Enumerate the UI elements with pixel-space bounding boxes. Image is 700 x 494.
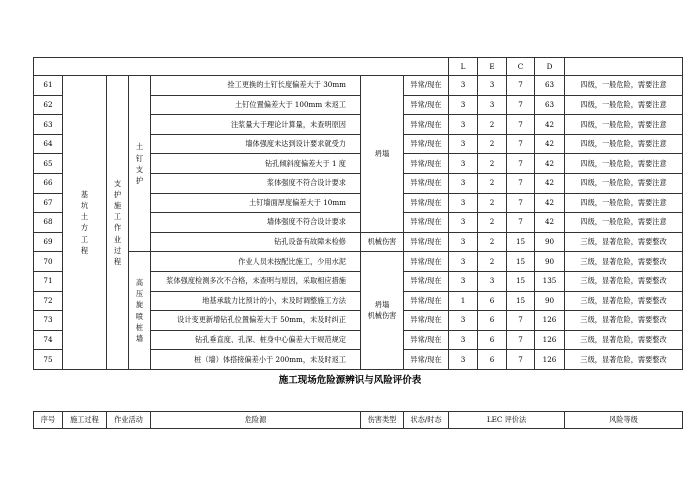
l-value: 3 [449, 311, 478, 331]
e-value: 6 [478, 350, 507, 370]
c-value: 15 [507, 232, 535, 252]
e-value: 6 [478, 311, 507, 331]
c-value: 7 [507, 134, 535, 154]
header-lec: LEC 评价法 [449, 412, 565, 429]
activity-cell-text: 支护施工作业过程 [113, 178, 122, 266]
state-cell: 异常/现在 [404, 291, 449, 311]
row-no: 73 [34, 311, 63, 331]
table-row [34, 76, 683, 96]
e-value: 2 [478, 232, 507, 252]
risk-level: 四级，一般危险，需要注意 [565, 193, 683, 213]
header-process: 施工过程 [63, 412, 107, 429]
l-value: 3 [449, 252, 478, 272]
d-value: 42 [535, 154, 565, 174]
d-value: 42 [535, 134, 565, 154]
c-value: 15 [507, 271, 535, 291]
row-no: 74 [34, 330, 63, 350]
state-cell: 异常/现在 [404, 76, 449, 96]
d-value: 126 [535, 350, 565, 370]
risk-level: 三级，显著危险，需要整改 [565, 271, 683, 291]
l-value: 3 [449, 193, 478, 213]
hazard-cell: 桩（墙）体搭接偏差小于 200mm，未及时返工 [151, 350, 361, 370]
c-value: 7 [507, 95, 535, 115]
e-value: 2 [478, 252, 507, 272]
risk-level: 四级，一般危险，需要注意 [565, 95, 683, 115]
state-cell: 异常/现在 [404, 232, 449, 252]
sub-method-cell [129, 76, 151, 252]
hazard-cell: 浆体强度检测多次不合格，未查明与原因，采取相应措施 [151, 271, 361, 291]
hazard-table-body [34, 58, 683, 370]
row-no: 69 [34, 232, 63, 252]
state-cell: 异常/现在 [404, 134, 449, 154]
lec-header-row [34, 58, 683, 76]
risk-level: 三级，显著危险，需要整改 [565, 330, 683, 350]
lec-header-e: E [478, 58, 507, 76]
state-cell: 异常/现在 [404, 311, 449, 331]
l-value: 3 [449, 173, 478, 193]
page-title: 施工现场危险源辨识与风险评价表 [278, 375, 422, 386]
risk-level: 三级，显著危险，需要整改 [565, 291, 683, 311]
d-value: 42 [535, 193, 565, 213]
d-value: 63 [535, 95, 565, 115]
c-value: 7 [507, 193, 535, 213]
l-value: 3 [449, 271, 478, 291]
risk-level: 四级，一般危险，需要注意 [565, 76, 683, 96]
e-value: 2 [478, 134, 507, 154]
sub-method-cell-text: 土钉支护 [135, 142, 144, 185]
hazard-cell: 地基承载力比预计的小，未及时调整施工方法 [151, 291, 361, 311]
hazard-cell: 墙体强度不符合设计要求 [151, 213, 361, 233]
lec-header-c: C [507, 58, 535, 76]
row-no: 61 [34, 76, 63, 96]
state-cell: 异常/现在 [404, 330, 449, 350]
hazard-cell: 钻孔倾斜度偏差大于 1 度 [151, 154, 361, 174]
e-value: 6 [478, 330, 507, 350]
c-value: 7 [507, 311, 535, 331]
c-value: 7 [507, 76, 535, 96]
e-value: 2 [478, 154, 507, 174]
hazard-cell: 土钉墙面厚度偏差大于 10mm [151, 193, 361, 213]
hazard-cell: 拴工更换的土钉长度偏差大于 30mm [151, 76, 361, 96]
d-value: 126 [535, 311, 565, 331]
header-row [34, 412, 683, 429]
lec-header-d: D [535, 58, 565, 76]
d-value: 42 [535, 173, 565, 193]
row-no: 75 [34, 350, 63, 370]
header-activity: 作业活动 [107, 412, 151, 429]
l-value: 3 [449, 213, 478, 233]
hazard-table [33, 57, 683, 370]
c-value: 7 [507, 350, 535, 370]
d-value: 42 [535, 213, 565, 233]
header-harm: 伤害类型 [361, 412, 404, 429]
d-value: 90 [535, 252, 565, 272]
hazard-cell: 设计变更新增钻孔位置偏差大于 50mm，未及时纠正 [151, 311, 361, 331]
risk-level: 三级，显著危险，需要整改 [565, 350, 683, 370]
activity-cell [107, 76, 129, 370]
hazard-cell: 钻孔垂直度、孔深、桩身中心偏差大于规范规定 [151, 330, 361, 350]
e-value: 2 [478, 115, 507, 135]
hazard-cell: 作业人员未按配比施工，少用水泥 [151, 252, 361, 272]
l-value: 3 [449, 232, 478, 252]
risk-level: 四级，一般危险，需要注意 [565, 173, 683, 193]
l-value: 3 [449, 350, 478, 370]
sub-method-cell-text: 高压旋喷桩墙 [135, 278, 144, 343]
state-cell: 异常/现在 [404, 193, 449, 213]
l-value: 3 [449, 76, 478, 96]
header-no: 序号 [34, 412, 63, 429]
state-cell: 异常/现在 [404, 115, 449, 135]
harm-type-text: 坍塌 机械伤害 [367, 299, 397, 320]
table-row [34, 252, 683, 272]
row-no: 67 [34, 193, 63, 213]
risk-level: 四级，一般危险，需要注意 [565, 213, 683, 233]
c-value: 15 [507, 291, 535, 311]
risk-level: 四级，一般危险，需要注意 [565, 154, 683, 174]
header-risk: 风险等级 [565, 412, 683, 429]
c-value: 7 [507, 115, 535, 135]
header-table [33, 411, 683, 429]
hazard-cell: 墙体强度未达到设计要求就受力 [151, 134, 361, 154]
c-value: 7 [507, 330, 535, 350]
c-value: 7 [507, 154, 535, 174]
l-value: 3 [449, 115, 478, 135]
d-value: 42 [535, 115, 565, 135]
blank-header [34, 58, 449, 76]
row-no: 62 [34, 95, 63, 115]
hazard-cell: 浆体强度不符合设计要求 [151, 173, 361, 193]
d-value: 90 [535, 232, 565, 252]
state-cell: 异常/现在 [404, 213, 449, 233]
hazard-cell: 土钉位置偏差大于 100mm 未返工 [151, 95, 361, 115]
sub-method-cell [129, 252, 151, 370]
state-cell: 异常/现在 [404, 350, 449, 370]
row-no: 71 [34, 271, 63, 291]
e-value: 2 [478, 213, 507, 233]
c-value: 7 [507, 173, 535, 193]
state-cell: 异常/现在 [404, 154, 449, 174]
l-value: 3 [449, 154, 478, 174]
d-value: 63 [535, 76, 565, 96]
lec-header-l: L [449, 58, 478, 76]
state-cell: 异常/现在 [404, 252, 449, 272]
state-cell: 异常/现在 [404, 173, 449, 193]
state-cell: 异常/现在 [404, 95, 449, 115]
row-no: 66 [34, 173, 63, 193]
risk-level: 三级，显著危险，需要整改 [565, 232, 683, 252]
l-value: 3 [449, 330, 478, 350]
harm-type-cell [361, 76, 404, 233]
blank-header-risk [565, 58, 683, 76]
d-value: 135 [535, 271, 565, 291]
row-no: 68 [34, 213, 63, 233]
header-hazard: 危险源 [151, 412, 361, 429]
row-no: 63 [34, 115, 63, 135]
d-value: 126 [535, 330, 565, 350]
e-value: 6 [478, 291, 507, 311]
e-value: 2 [478, 173, 507, 193]
d-value: 90 [535, 291, 565, 311]
l-value: 3 [449, 95, 478, 115]
hazard-cell: 钻孔设备有故障未检修 [151, 232, 361, 252]
harm-type-cell [361, 252, 404, 370]
risk-level: 三级，显著危险，需要整改 [565, 252, 683, 272]
e-value: 3 [478, 271, 507, 291]
c-value: 15 [507, 252, 535, 272]
row-no: 72 [34, 291, 63, 311]
row-no: 64 [34, 134, 63, 154]
l-value: 3 [449, 134, 478, 154]
header-state: 状态/时态 [404, 412, 449, 429]
state-cell: 异常/现在 [404, 271, 449, 291]
e-value: 3 [478, 95, 507, 115]
risk-level: 四级，一般危险，需要注意 [565, 115, 683, 135]
c-value: 7 [507, 213, 535, 233]
e-value: 2 [478, 193, 507, 213]
row-no: 70 [34, 252, 63, 272]
l-value: 1 [449, 291, 478, 311]
hazard-cell: 注浆量大于理论计算量，未查明原因 [151, 115, 361, 135]
process-cell-text: 基坑土方工程 [80, 189, 89, 255]
e-value: 3 [478, 76, 507, 96]
risk-level: 四级，一般危险，需要注意 [565, 134, 683, 154]
harm-type-cell-text: 坍塌 [374, 149, 390, 159]
risk-level: 三级，显著危险，需要整改 [565, 311, 683, 331]
row-no: 65 [34, 154, 63, 174]
harm-type-cell: 机械伤害 [361, 232, 404, 252]
process-cell [63, 76, 107, 370]
